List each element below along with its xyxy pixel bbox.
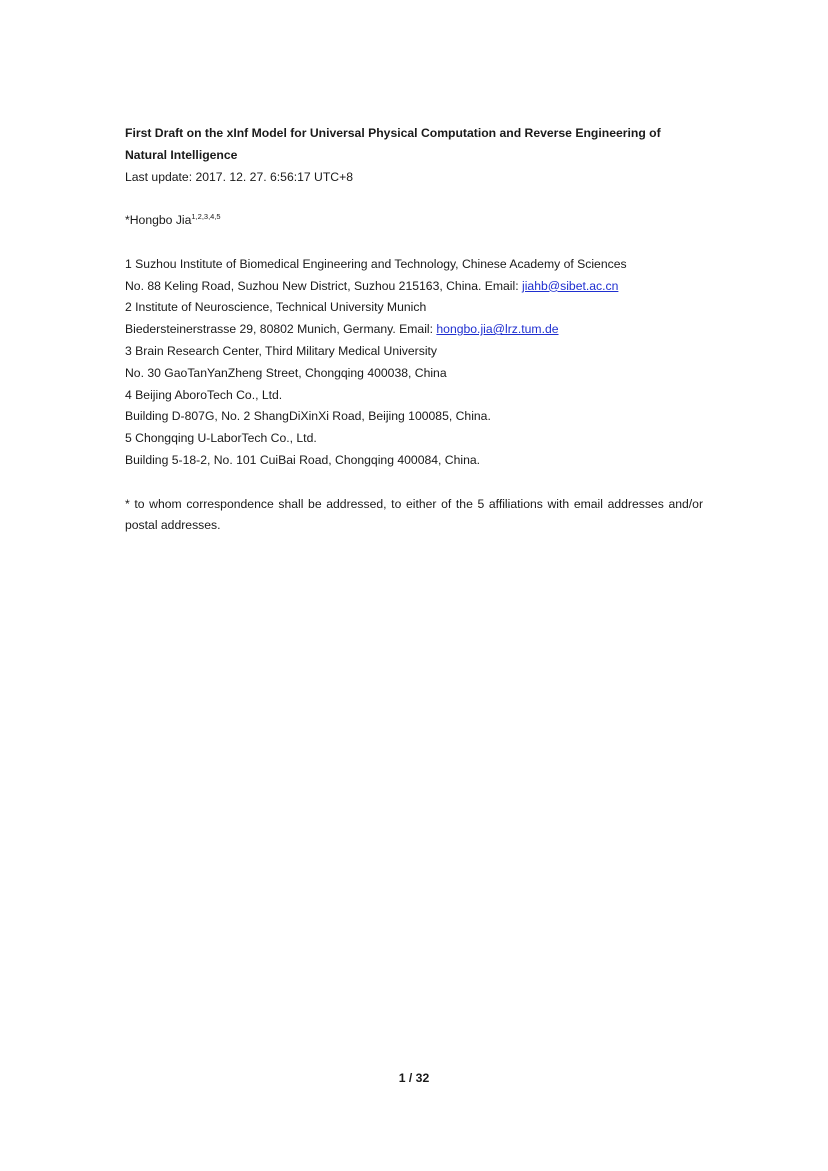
author-affiliation-marks: 1,2,3,4,5 [191, 212, 221, 222]
spacer [125, 188, 703, 210]
affiliation-address: Building 5-18-2, No. 101 CuiBai Road, Chongqing 400084, China. [125, 452, 481, 467]
affiliation-name: 5 Chongqing U-LaborTech Co., Ltd. [125, 431, 317, 446]
affiliation-name: 2 Institute of Neuroscience, Technical University Munich [125, 300, 427, 315]
correspondence-note: * to whom correspondence shall be addressed, to either of the 5 affiliations with email addresses and/or postal addresses. [125, 496, 703, 533]
affiliation-name: 3 Brain Research Center, Third Military Medical University [125, 343, 438, 358]
page-number: 1 / 32 [398, 1071, 430, 1085]
affiliation-address-text: Biedersteinerstrasse 29, 80802 Munich, Germany. Email: [125, 322, 437, 337]
affiliation-address: No. 30 GaoTanYanZheng Street, Chongqing 400038, China [125, 365, 447, 380]
author-line [125, 210, 703, 232]
affiliation-address [125, 276, 703, 298]
affiliation-address [125, 319, 703, 341]
email-link[interactable]: jiahb@sibet.ac.cn [522, 278, 619, 293]
affiliation-name: 4 Beijing AboroTech Co., Ltd. [125, 387, 283, 402]
email-link[interactable]: hongbo.jia@lrz.tum.de [436, 322, 559, 337]
last-update: Last update: 2017. 12. 27. 6:56:17 UTC+8 [125, 169, 354, 184]
affiliation-address-text: No. 88 Keling Road, Suzhou New District, Suzhou 215163, China. Email: [125, 278, 522, 293]
paper-title: First Draft on the xInf Model for Universal Physical Computation and Reverse Engineering of Natural Intelligence [125, 126, 661, 162]
front-matter [125, 123, 703, 537]
affiliation-address: Building D-807G, No. 2 ShangDiXinXi Road, Beijing 100085, China. [125, 409, 491, 424]
author-name: *Hongbo Jia [125, 213, 192, 228]
spacer [125, 472, 703, 494]
affiliation-list [125, 254, 703, 472]
affiliation-name: 1 Suzhou Institute of Biomedical Engineering and Technology, Chinese Academy of Sciences [125, 256, 627, 271]
spacer [125, 232, 703, 254]
